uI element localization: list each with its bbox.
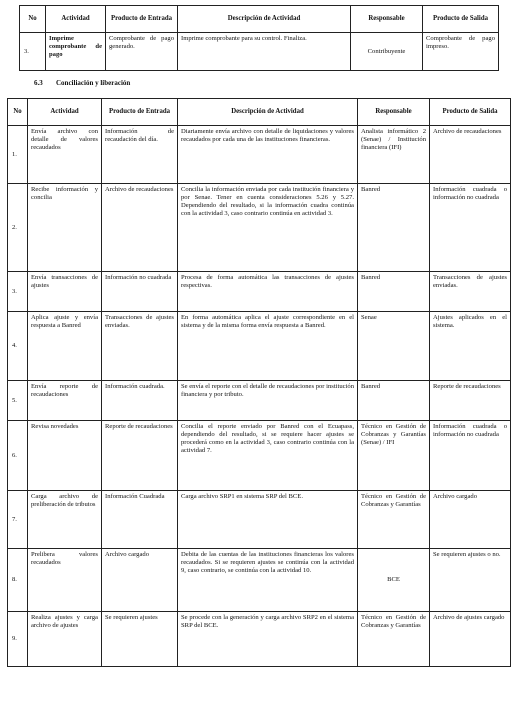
cell-no: 4. (8, 312, 28, 381)
cell-responsable: Técnico en Gestión de Cobranzas y Garantías (358, 612, 430, 667)
cell-salida: Se requieren ajustes o no. (430, 549, 511, 612)
header-responsable: Responsable (358, 99, 430, 126)
header-descripcion: Descripción de Actividad (178, 99, 358, 126)
cell-descripcion: Se envía el reporte con el detalle de recaudaciones por institución financiera y por tributo. (178, 381, 358, 421)
cell-actividad: Realiza ajustes y carga archivo de ajustes (28, 612, 102, 667)
cell-no: 7. (8, 491, 28, 549)
cell-actividad: Imprime comprobante de pago (46, 33, 106, 71)
cell-salida: Ajustes aplicados en el sistema. (430, 312, 511, 381)
header-responsable: Responsable (351, 6, 423, 33)
table-row (20, 33, 499, 71)
cell-salida: Reporte de recaudaciones (430, 381, 511, 421)
table-row (8, 549, 511, 612)
cell-responsable: Técnico en Gestión de Cobranzas y Garantías (Senae) / IFI (358, 421, 430, 491)
cell-entrada: Archivo de recaudaciones (102, 184, 178, 272)
activities-table-top (19, 5, 499, 71)
table-header-row (8, 99, 511, 126)
cell-descripcion: En forma automática aplica el ajuste correspondiente en el sistema y de la misma forma envía respuesta a Banred. (178, 312, 358, 381)
section-title: Conciliación y liberación (56, 79, 131, 87)
cell-salida: Transacciones de ajustes enviadas. (430, 272, 511, 312)
cell-salida: Información cuadrada o información no cuadrada (430, 184, 511, 272)
header-descripcion: Descripción de Actividad (178, 6, 351, 33)
cell-no: 3. (8, 272, 28, 312)
header-no: No (20, 6, 46, 33)
cell-responsable: Analista informático 2 (Senae) / Institución financiera (IFI) (358, 126, 430, 184)
cell-actividad: Aplica ajuste y envía respuesta a Banred (28, 312, 102, 381)
cell-no: 5. (8, 381, 28, 421)
cell-salida: Información cuadrada o información no cuadrada (430, 421, 511, 491)
cell-actividad: Prelibera valores recaudados (28, 549, 102, 612)
table-row (8, 381, 511, 421)
activities-table-conciliation (7, 98, 511, 667)
cell-descripcion: Concilia el reporte enviado por Banred con el Ecuapass, dependiendo del resultado, si se requiere hacer ajustes se procederá como en la actividad 3, caso contrario continúa con la actividad 7. (178, 421, 358, 491)
cell-actividad: Envía archivo con detalle de valores recaudados (28, 126, 102, 184)
cell-entrada: Se requieren ajustes (102, 612, 178, 667)
cell-actividad: Carga archivo de preliberación de tributos (28, 491, 102, 549)
cell-no: 3. (20, 33, 46, 71)
cell-responsable: Banred (358, 184, 430, 272)
header-entrada: Producto de Entrada (106, 6, 178, 33)
cell-no: 8. (8, 549, 28, 612)
section-heading (34, 79, 130, 87)
header-salida: Producto de Salida (423, 6, 499, 33)
cell-salida: Archivo de recaudaciones (430, 126, 511, 184)
cell-descripcion: Imprime comprobante para su control. Finaliza. (178, 33, 351, 71)
table-header-row (20, 6, 499, 33)
cell-responsable: Contribuyente (351, 33, 423, 71)
cell-no: 1. (8, 126, 28, 184)
cell-descripcion: Procesa de forma automática las transacciones de ajustes respectivas. (178, 272, 358, 312)
section-number: 6.3 (34, 79, 43, 87)
cell-descripcion: Debita de las cuentas de las instituciones financieras los valores recaudados. Si se requieren ajustes se continúa con la actividad 9, caso contrario, se continúa con la actividad 10. (178, 549, 358, 612)
cell-entrada: Información no cuadrada (102, 272, 178, 312)
header-actividad: Actividad (28, 99, 102, 126)
cell-no: 6. (8, 421, 28, 491)
header-no: No (8, 99, 28, 126)
header-entrada: Producto de Entrada (102, 99, 178, 126)
table-row (8, 312, 511, 381)
cell-responsable: Banred (358, 381, 430, 421)
cell-descripcion: Carga archivo SRP1 en sistema SRP del BCE. (178, 491, 358, 549)
cell-responsable: Banred (358, 272, 430, 312)
cell-actividad: Envía reporte de recaudaciones (28, 381, 102, 421)
header-salida: Producto de Salida (430, 99, 511, 126)
header-actividad: Actividad (46, 6, 106, 33)
cell-descripcion: Concilia la información enviada por cada institución financiera y por Senae. Tener en cuenta consideraciones 5.26 y 5.27. Dependiendo del resultado, si la información cuadra continúa con la actividad 3, caso contrario continúa en actividad 3. (178, 184, 358, 272)
table-row (8, 272, 511, 312)
cell-salida: Archivo de ajustes cargado (430, 612, 511, 667)
cell-actividad: Envía transacciones de ajustes (28, 272, 102, 312)
table-row (8, 184, 511, 272)
cell-entrada: Reporte de recaudaciones (102, 421, 178, 491)
table-body (8, 126, 511, 667)
cell-salida: Archivo cargado (430, 491, 511, 549)
cell-descripcion: Diariamente envía archivo con detalle de liquidaciones y valores recaudados por cada una de las instituciones financieras. (178, 126, 358, 184)
cell-descripcion: Se procede con la generación y carga archivo SRP2 en el sistema SRP del BCE. (178, 612, 358, 667)
cell-responsable: BCE (358, 549, 430, 612)
cell-entrada: Información Cuadrada (102, 491, 178, 549)
cell-actividad: Recibe información y concilia (28, 184, 102, 272)
cell-entrada: Información de recaudación del día. (102, 126, 178, 184)
cell-responsable: Técnico en Gestión de Cobranzas y Garantías (358, 491, 430, 549)
cell-responsable: Senae (358, 312, 430, 381)
cell-actividad: Revisa novedades (28, 421, 102, 491)
cell-entrada: Archivo cargado (102, 549, 178, 612)
table-row (8, 126, 511, 184)
table-row (8, 491, 511, 549)
cell-salida: Comprobante de pago impreso. (423, 33, 499, 71)
cell-entrada: Comprobante de pago generado. (106, 33, 178, 71)
cell-entrada: Información cuadrada. (102, 381, 178, 421)
cell-no: 2. (8, 184, 28, 272)
cell-entrada: Transacciones de ajustes enviadas. (102, 312, 178, 381)
cell-no: 9. (8, 612, 28, 667)
table-row (8, 421, 511, 491)
table-row (8, 612, 511, 667)
